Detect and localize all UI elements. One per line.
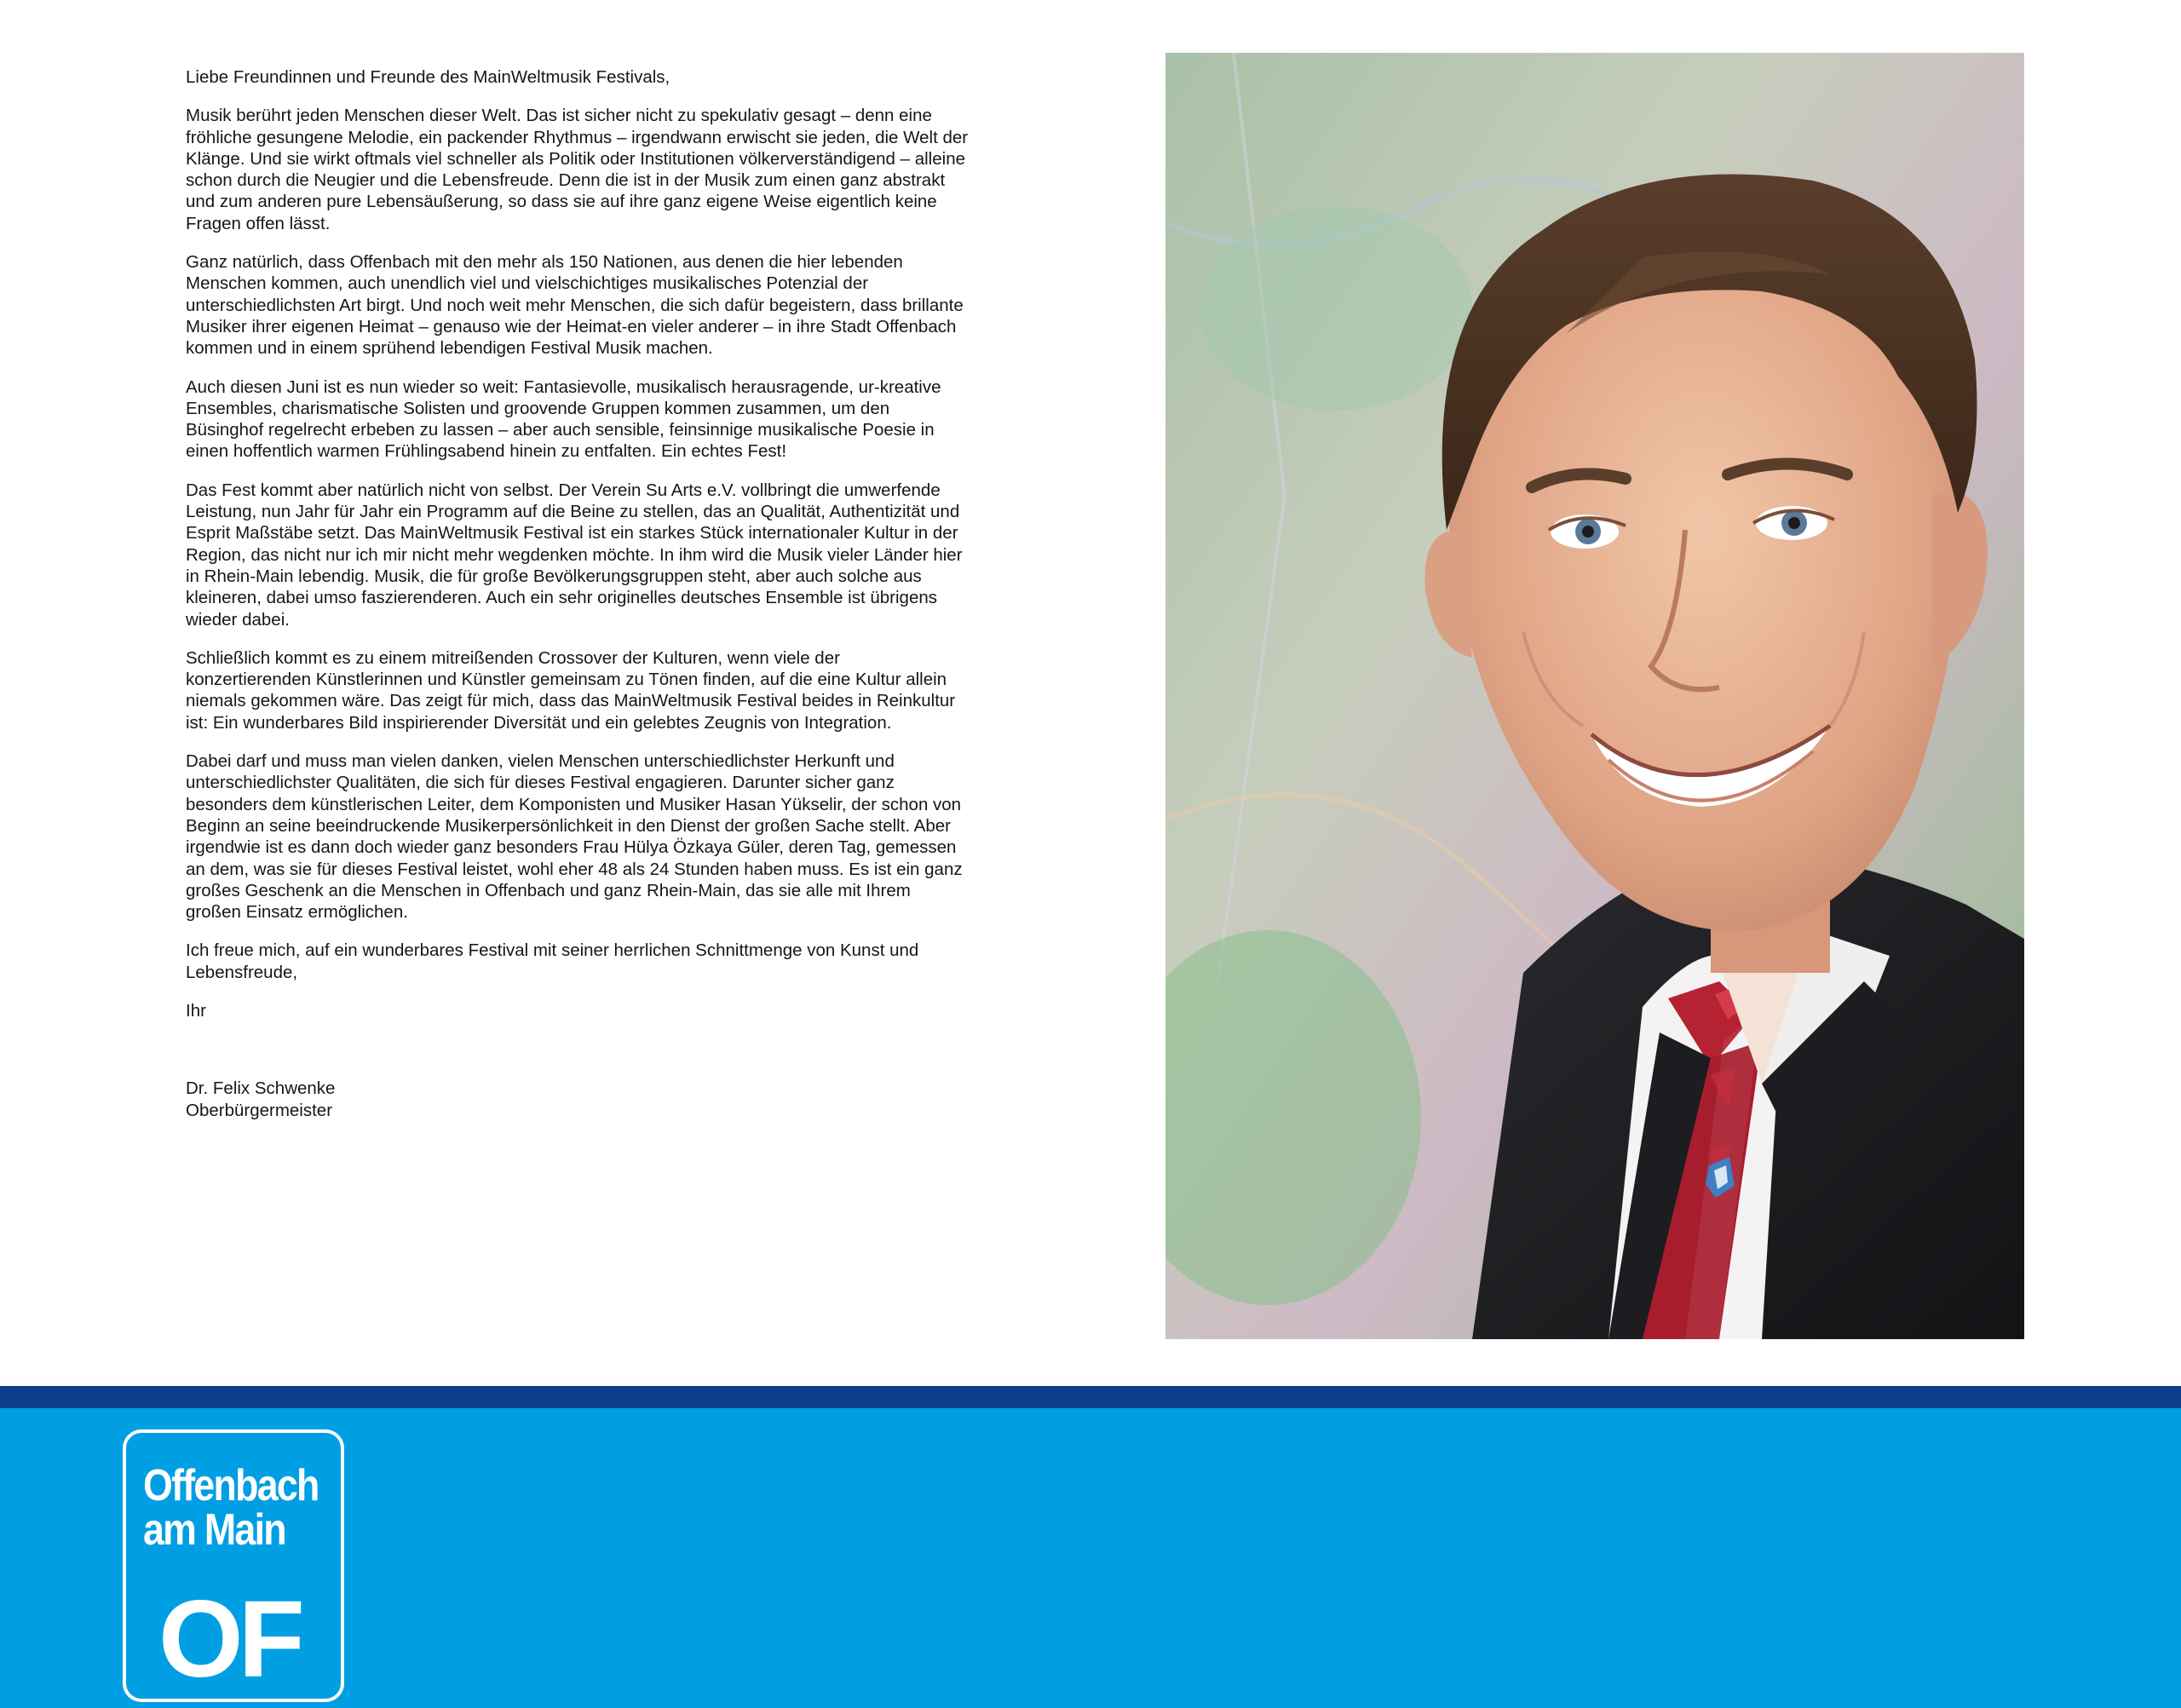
signature-title: Oberbürgermeister — [186, 1100, 333, 1120]
city-logo-mark-text: OF — [158, 1584, 300, 1687]
letter-closing: Ihr — [186, 1000, 206, 1021]
letter-paragraph: Ganz natürlich, dass Offenbach mit den mehr als 150 Nationen, aus denen die hier lebenden Menschen kommen, auch unendlich viel und vielschichtiges musikalisches Potenzial der unterschiedlichsten Art birgt. Und noch weit mehr Menschen, die sich dafür begeistern, dass brillante Musiker ihrer eigenen Heimat – genauso wie der Heimat-en vieler anderer – in ihre Stadt Offenbach kommen und in einem sprühend lebendigen Festival Musik machen. — [186, 252, 964, 359]
city-logo — [123, 1429, 344, 1702]
signature-block — [186, 1078, 970, 1121]
letter-paragraph: Musik berührt jeden Menschen dieser Welt. Das ist sicher nicht zu spekulativ gesagt – denn eine fröhliche gesungene Melodie, ein packender Rhythmus – irgendwann erwischt sie jeden, die Welt der Klänge. Und sie wirkt oftmals viel schneller als Politik oder Institutionen völkerverständigend – alleine schon durch die Neugier und die Lebensfreude. Denn die ist in der Musik zum einen ganz abstrakt und zum anderen pure Lebensäußerung, so dass sie auf ihre ganz eigene Weise eigentlich keine Fragen offen lässt. — [186, 106, 969, 233]
letter-paragraph: Auch diesen Juni ist es nun wieder so weit: Fantasievolle, musikalisch herausragende, ur-kreative Ensembles, charismatische Solisten und groovende Gruppen kommen zusammen, um den Büsinghof regelrecht erbeben zu lassen – aber auch sensible, feinsinnige musikalische Poesie in einen hoffentlich warmen Frühlingsabend hinein zu entfalten. Ein echtes Fest! — [186, 377, 941, 462]
letter-paragraph: Das Fest kommt aber natürlich nicht von selbst. Der Verein Su Arts e.V. vollbringt die umwerfende Leistung, nun Jahr für Jahr ein Programm auf die Beine zu stellen, das an Qualität, Authentizität und Esprit Maßstäbe setzt. Das MainWeltmusik Festival ist ein starkes Stück internationaler Kultur in der Region, das nicht nur ich mir nicht mehr wegdenken möchte. In ihm wird die Musik vieler Länder hier in Rhein-Main lebendig. Musik, die für große Bevölkerungsgruppen steht, aber auch solche aus kleineren, dabei umso faszierenderen. Auch ein sehr originelles deutsches Ensemble ist übrigens wieder dabei. — [186, 480, 963, 630]
letter-paragraph: Schließlich kommt es zu einem mitreißenden Crossover der Kulturen, wenn viele der konzertierenden Künstlerinnen und Künstler gemeinsam zu Tönen finden, auf die eine Kultur allein niemals gekommen wäre. Das zeigt für mich, dass das MainWeltmusik Festival beides in Reinkultur ist: Ein wunderbares Bild inspirierender Diversität und ein gelebtes Zeugnis von Integration. — [186, 647, 956, 733]
city-logo-mark — [158, 1584, 312, 1687]
city-logo-line2: am Main — [143, 1505, 285, 1555]
signature-name: Dr. Felix Schwenke — [186, 1078, 336, 1099]
letter-paragraph: Dabei darf und muss man vielen danken, vielen Menschen unterschiedlichster Herkunft und unterschiedlichster Qualitäten, die sich für dieses Festival engagieren. Darunter sicher ganz besonders dem künstlerischen Leiter, dem Komponisten und Musiker Hasan Yükselir, der schon von Beginn an seine beeindruckende Musikerpersönlichkeit in den Dienst der großen Sache stellt. Aber irgendwie ist es dann doch wieder ganz besonders Frau Hülya Özkaya Güler, deren Tag, gemessen an dem, was sie für dieses Festival leistet, wohl eher 48 als 24 Stunden haben muss. Es ist ein ganz großes Geschenk an die Menschen in Offenbach und ganz Rhein-Main, das sie alle mit Ihrem großen Einsatz ermöglichen. — [186, 751, 963, 923]
letter-greeting: Liebe Freundinnen und Freunde des MainWeltmusik Festivals, — [186, 67, 670, 87]
city-logo-line1: Offenbach — [143, 1461, 319, 1510]
letter-paragraph: Ich freue mich, auf ein wunderbares Festival mit seiner herrlichen Schnittmenge von Kunst und Lebensfreude, — [186, 940, 919, 982]
footer-stripe — [0, 1386, 2181, 1408]
portrait-photo — [1165, 53, 2024, 1339]
portrait-illustration — [1165, 53, 2024, 1339]
letter-body — [186, 66, 970, 1121]
city-logo-name — [143, 1461, 319, 1555]
